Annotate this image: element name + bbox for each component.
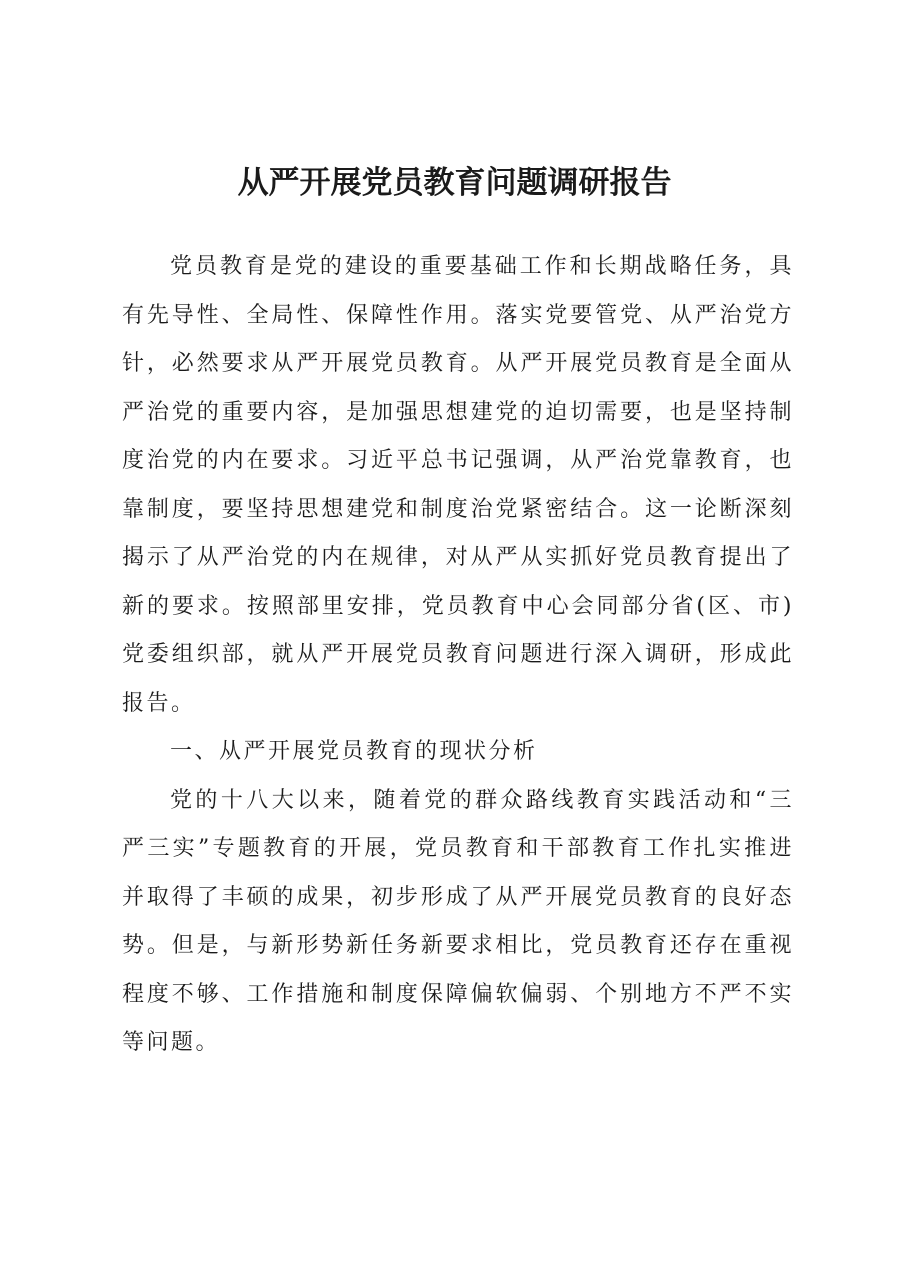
section-heading: 一、从严开展党员教育的现状分析 <box>170 739 538 764</box>
section-paragraph: 党的十八大以来，随着党的群众路线教育实践活动和“三严三实”专题教育的开展，党员教育和干部教育工作扎实推进并取得了丰硕的成果，初步形成了从严开展党员教育的良好态势。但是，与新形势新任务新要求相比，党员教育还存在重视程度不够、工作措施和制度保障偏软偏弱、个别地方不严不实等问题。 <box>122 787 794 1055</box>
document-body <box>122 243 794 1068</box>
intro-paragraph: 党员教育是党的建设的重要基础工作和长期战略任务，具有先导性、全局性、保障性作用。落实党要管党、从严治党方针，必然要求从严开展党员教育。从严开展党员教育是全面从严治党的重要内容，是加强思想建党的迫切需要，也是坚持制度治党的内在要求。习近平总书记强调，从严治党靠教育，也靠制度，要坚持思想建党和制度治党紧密结合。这一论断深刻揭示了从严治党的内在规律，对从严从实抓好党员教育提出了新的要求。按照部里安排，党员教育中心会同部分省(区、市)党委组织部，就从严开展党员教育问题进行深入调研，形成此报告。 <box>122 254 794 716</box>
document-title: 从严开展党员教育问题调研报告 <box>237 165 672 201</box>
